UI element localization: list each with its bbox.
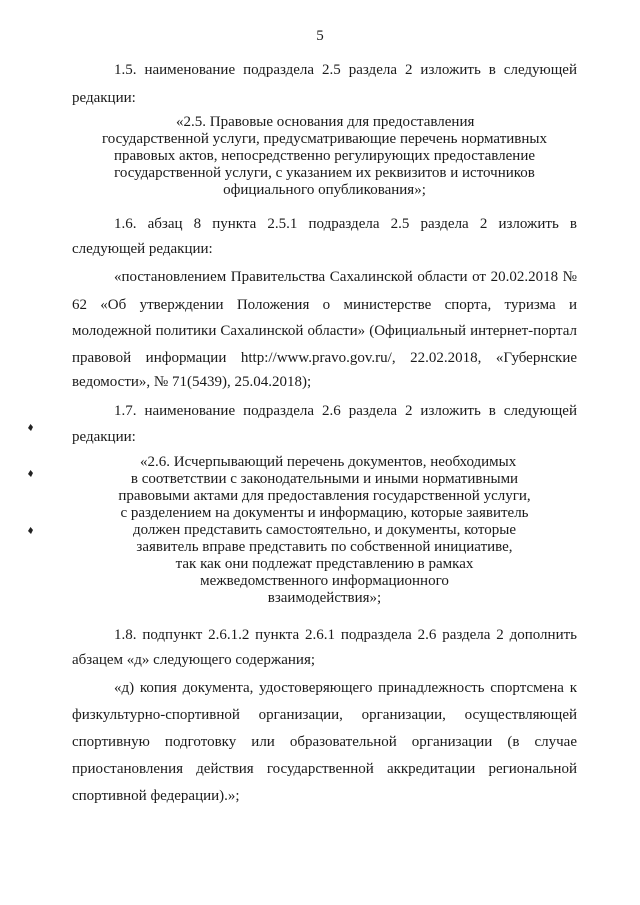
quote-item-d-line: приостановления действия государственной аккредитации региональной <box>72 761 577 777</box>
quote-item-d-line: спортивную подготовку или образовательной организации (в случае <box>72 734 577 750</box>
page-number: 5 <box>316 28 324 44</box>
quote-2-6-line: с разделением на документы и информацию, которые заявитель <box>120 505 529 521</box>
quote-decree-line: молодежной политики Сахалинской области» (Официальный интернет-портал <box>72 323 577 339</box>
quote-decree-line: «постановлением Правительства Сахалинской области от 20.02.2018 № <box>114 269 577 285</box>
quote-2-5-line: «2.5. Правовые основания для предоставления <box>176 114 475 130</box>
quote-2-5-line: государственной услуги, с указанием их реквизитов и источников <box>114 165 535 181</box>
scan-mark-icon <box>28 527 33 534</box>
quote-2-6-line: межведомственного информационного <box>200 573 449 589</box>
quote-2-5-line: государственной услуги, предусматривающие перечень нормативных <box>102 131 547 147</box>
scan-mark-icon <box>28 470 33 477</box>
item-1-5-heading: 1.5. наименование подраздела 2.5 раздела 2 изложить в следующей <box>114 62 577 78</box>
quote-decree-line: ведомости», № 71(5439), 25.04.2018); <box>72 374 312 390</box>
quote-2-6-line: правовыми актами для предоставления государственной услуги, <box>118 488 531 504</box>
quote-2-6-line: так как они подлежат представлению в рамках <box>175 556 474 572</box>
quote-item-d-line: физкультурно-спортивной организации, организации, осуществляющей <box>72 707 577 723</box>
item-1-8-heading-cont: абзацем «д» следующего содержания; <box>72 652 316 668</box>
quote-2-6-line: заявитель вправе представить по собственной инициативе, <box>136 539 513 555</box>
quote-item-d-line: спортивной федерации).»; <box>72 788 240 804</box>
item-1-6-heading: 1.6. абзац 8 пункта 2.5.1 подраздела 2.5 раздела 2 изложить в <box>114 216 577 232</box>
quote-2-6-line: «2.6. Исчерпывающий перечень документов, необходимых <box>140 454 517 470</box>
item-1-7-heading: 1.7. наименование подраздела 2.6 раздела 2 изложить в следующей <box>114 403 577 419</box>
item-1-6-heading-cont: следующей редакции: <box>72 241 213 257</box>
quote-decree-line: 62 «Об утверждении Положения о министерстве спорта, туризма и <box>72 297 577 313</box>
item-1-7-heading-cont: редакции: <box>72 429 136 445</box>
quote-2-6-line: взаимодействия»; <box>267 590 382 606</box>
quote-2-5-line: официального опубликования»; <box>223 182 426 198</box>
quote-decree-line: правовой информации http://www.pravo.gov.ru/, 22.02.2018, «Губернские <box>72 350 577 366</box>
item-1-5-heading-cont: редакции: <box>72 90 136 106</box>
quote-2-6-line: в соответствии с законодательными и иными нормативными <box>130 471 519 487</box>
quote-2-5-line: правовых актов, непосредственно регулирующих предоставление <box>113 148 536 164</box>
scan-mark-icon <box>28 424 33 431</box>
quote-2-6-line: должен представить самостоятельно, и документы, которые <box>132 522 517 538</box>
item-1-8-heading: 1.8. подпункт 2.6.1.2 пункта 2.6.1 подраздела 2.6 раздела 2 дополнить <box>114 627 577 643</box>
quote-item-d-line: «д) копия документа, удостоверяющего принадлежность спортсмена к <box>114 680 577 696</box>
